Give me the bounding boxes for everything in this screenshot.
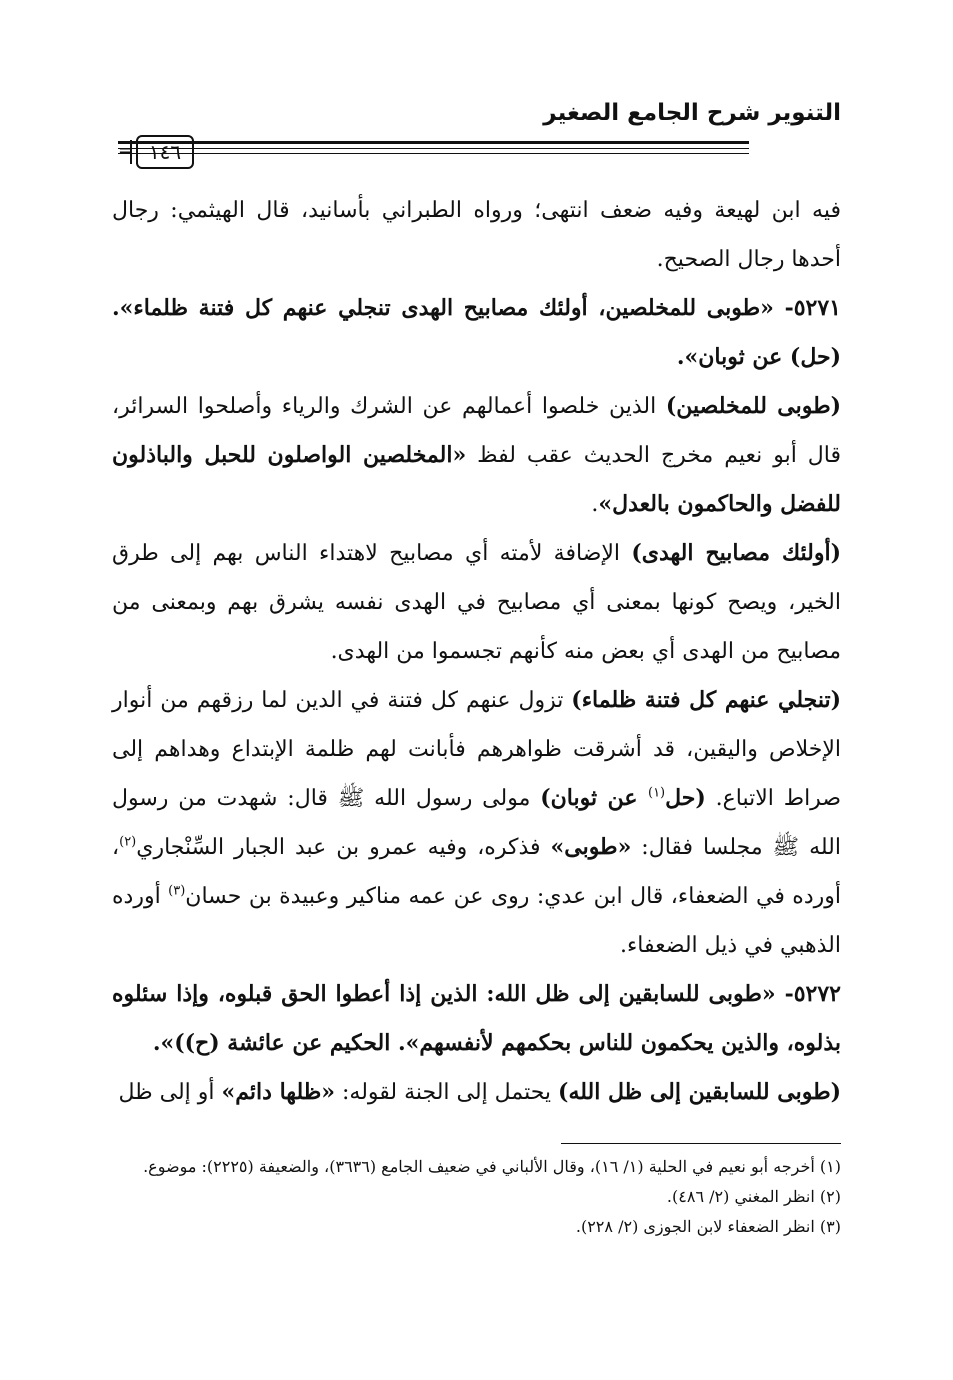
paragraph-continuation: فيه ابن لهيعة وفيه ضعف انتهى؛ ورواه الطبراني بأسانيد، قال الهيثمي: رجال أحدها رجال الصحيح. bbox=[112, 198, 841, 272]
footnote-separator bbox=[561, 1143, 841, 1144]
commentary-text: مولى رسول الله ﷺ قال: شهدت من رسول الله ﷺ مجلسا فقال: bbox=[112, 786, 841, 860]
commentary-text: تزول عنهم كل فتنة في الدين لما رزقهم من أنوار الإخلاص واليقين، قد أشرقت ظواهرهم فأبانت لهم ظلمة الإبتداع وهداهم إلى صراط الاتباع. bbox=[112, 688, 842, 811]
commentary-quote: «المخلصين الواصلون للحبل والباذلون للفضل والحاكمون بالعدل» bbox=[112, 442, 841, 517]
commentary-text: . bbox=[591, 492, 599, 517]
commentary-lemma: (تنجلي عنهم كل فتنة ظلماء) bbox=[571, 687, 842, 713]
source-abbrev: (حل bbox=[665, 785, 706, 811]
commentary-paragraph bbox=[112, 1068, 841, 1117]
footnotes bbox=[112, 1152, 841, 1242]
commentary-lemma: (طوبى للمخلصين) bbox=[665, 393, 841, 419]
commentary-text: يحتمل إلى الجنة لقوله: bbox=[335, 1080, 559, 1105]
commentary-paragraph bbox=[112, 529, 841, 676]
header-edge-mark: = bbox=[118, 140, 134, 161]
commentary-text: الذين خلصوا أعمالهم عن الشرك والرياء وأصلحوا السرائر، قال أبو نعيم مخرج الحديث عقب لفظ bbox=[112, 394, 842, 468]
commentary-paragraph bbox=[112, 382, 841, 529]
main-text bbox=[112, 186, 841, 1117]
source-narrator: عن ثوبان) bbox=[540, 785, 648, 811]
commentary-lemma: (أولئك مصابيح الهدى) bbox=[631, 540, 842, 566]
hadith-5271: ٥٢٧١- «طوبى للمخلصين، أولئك مصابيح الهدى تنجلي عنهم كل فتنة ظلماء». (حل) عن ثوبان». bbox=[112, 295, 841, 370]
commentary-lemma: (طوبى للسابقين إلى ظل الله) bbox=[558, 1079, 841, 1105]
header-rule-thin bbox=[118, 148, 749, 149]
page-number: ١٤٦ bbox=[136, 135, 194, 169]
commentary-quote: «ظلها دائم» bbox=[221, 1079, 335, 1105]
running-title: التنوير شرح الجامع الصغير bbox=[543, 100, 841, 126]
header-rule-thick bbox=[118, 141, 749, 144]
commentary-text: أو إلى ظل bbox=[118, 1080, 222, 1105]
footnote-3: (٣) انظر الضعفاء لابن الجوزى (٢/ ٢٢٨). bbox=[575, 1217, 841, 1236]
commentary-text: ، أورده في الضعفاء، قال ابن عدي: روى عن عمه مناكير وعبيدة بن حسان bbox=[112, 835, 841, 909]
footnote-1: (١) أخرجه أبو نعيم في الحلية (١/ ١٦)، وقال الألباني في ضعيف الجامع (٣٦٣٦)، والضعيفة (٢٢٢٥): موضوع. bbox=[143, 1157, 841, 1176]
commentary-text: الإضافة لأمته أي مصابيح لاهتداء الناس بهم إلى طرق الخير، ويصح كونها بمعنى أي مصابيح في الهدى نفسه يشرق بهم وبمعنى من مصابيح من الهدى أي بعض منه كأنهم تجسموا من الهدى. bbox=[112, 541, 841, 664]
commentary-text: فذكره، وفيه عمرو بن عبد الجبار السِّنْجاري bbox=[136, 835, 551, 860]
footnote-ref: (٢) bbox=[119, 834, 137, 850]
commentary-quote: «طوبى» bbox=[550, 834, 632, 860]
commentary-paragraph bbox=[112, 676, 841, 970]
hadith-5272: ٥٢٧٢- «طوبى للسابقين إلى ظل الله: الذين إذا أعطوا الحق قبلوه، وإذا سئلوه بذلوه، والذين يحكمون للناس بحكمهم لأنفسهم». الحكيم عن عائشة (ح))». bbox=[112, 981, 841, 1056]
footnote-2: (٢) انظر المغني (٢/ ٤٨٦). bbox=[666, 1187, 841, 1206]
footnote-ref: (٣) bbox=[168, 883, 186, 899]
header-rule-thin-lower bbox=[118, 153, 749, 154]
commentary-text: أورده الذهبي في ذيل الضعفاء. bbox=[112, 884, 841, 958]
footnote-ref: (١) bbox=[647, 785, 666, 801]
